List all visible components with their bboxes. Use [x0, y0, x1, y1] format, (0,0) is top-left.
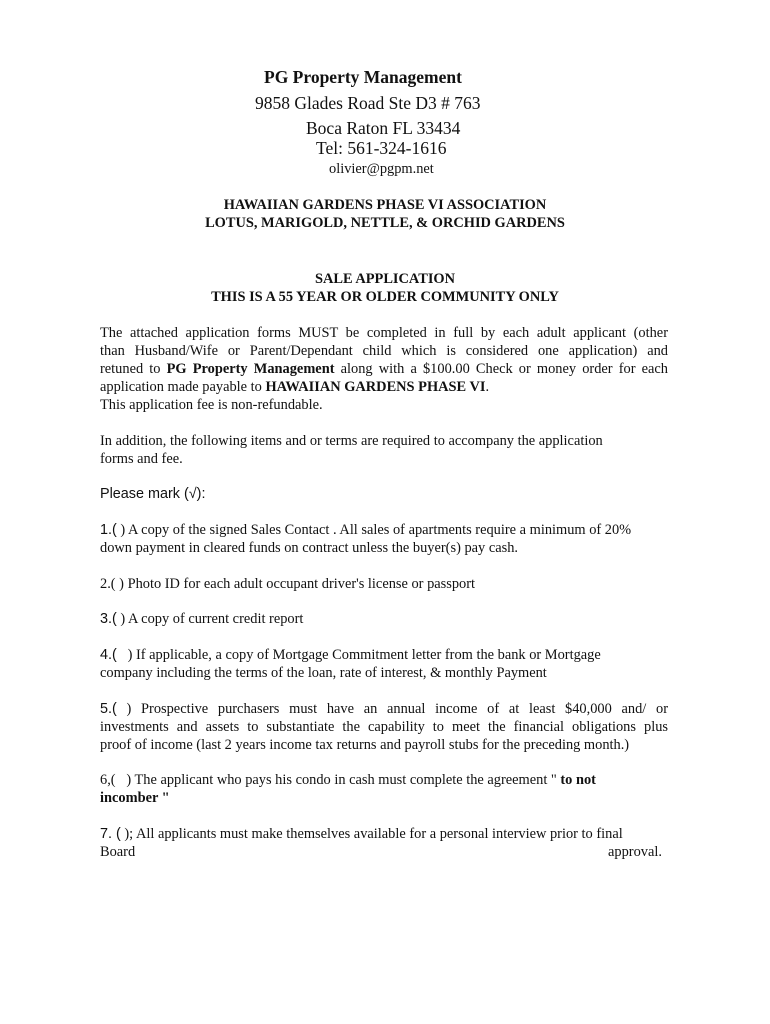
company-address-line2: Boca Raton FL 33434: [306, 118, 461, 138]
association-gardens: LOTUS, MARIGOLD, NETTLE, & ORCHID GARDENS: [205, 215, 565, 231]
intro-line-2: than Husband/Wife or Parent/Dependant child which is considered one application) and: [100, 343, 668, 359]
item-3-line-1: 3.( ) A copy of current credit report: [100, 611, 304, 627]
item-7-line-2-end: approval.: [608, 844, 662, 860]
item-5-line-3: proof of income (last 2 years income tax returns and payroll stubs for the preceding month.): [100, 737, 630, 753]
company-name: PG Property Management: [264, 67, 462, 87]
company-email: olivier@pgpm.net: [329, 161, 434, 177]
item-1-checkbox[interactable]: 1.(: [100, 522, 117, 538]
item-3-checkbox[interactable]: 3.(: [100, 611, 117, 627]
community-notice: THIS IS A 55 YEAR OR OLDER COMMUNITY ONLY: [211, 289, 559, 305]
agreement-name: to not: [560, 772, 596, 788]
item-5-line-2: investments and assets to substantiate the capability to meet the financial obligations plus: [100, 719, 668, 735]
company-address-line1: 9858 Glades Road Ste D3 # 763: [255, 93, 481, 113]
please-mark-label: Please mark (√):: [100, 486, 206, 502]
intro-line-3: retuned to PG Property Management along with a $100.00 Check or money order for each: [100, 361, 668, 377]
item-5-line-1: 5.( ) Prospective purchasers must have an annual income of at least $40,000 and/ or: [100, 701, 668, 717]
addition-line-2: forms and fee.: [100, 451, 183, 467]
payee-name: HAWAIIAN GARDENS PHASE VI: [265, 379, 486, 395]
document-title: SALE APPLICATION: [314, 271, 456, 287]
item-4-line-1: 4.( ) If applicable, a copy of Mortgage Commitment letter from the bank or Mortgage: [100, 647, 601, 663]
association-name: HAWAIIAN GARDENS PHASE VI ASSOCIATION: [223, 197, 547, 213]
item-1-line-2: down payment in cleared funds on contract unless the buyer(s) pay cash.: [100, 540, 518, 556]
item-1-line-1: 1.( ) A copy of the signed Sales Contact . All sales of apartments require a minimum of 20%: [100, 522, 632, 538]
item-6-line-2: incomber ": [100, 790, 170, 806]
item-4-checkbox[interactable]: 4.(: [100, 647, 117, 663]
item-2-line-1[interactable]: 2.( ) Photo ID for each adult occupant driver's license or passport: [100, 576, 476, 592]
item-7-line-2-start: Board: [100, 844, 136, 860]
intro-line-4: application made payable to HAWAIIAN GARDENS PHASE VI.: [100, 379, 490, 395]
fee-notice: This application fee is non-refundable.: [100, 397, 323, 413]
item-6-line-1[interactable]: 6,( ) The applicant who pays his condo in cash must complete the agreement " to not: [100, 772, 596, 788]
company-name-inline: PG Property Management: [166, 361, 335, 377]
item-7-checkbox[interactable]: 7. (: [100, 826, 121, 842]
addition-line-1: In addition, the following items and or terms are required to accompany the application: [100, 433, 603, 449]
item-5-checkbox[interactable]: 5.(: [100, 701, 117, 717]
company-phone: Tel: 561-324-1616: [316, 138, 447, 158]
item-4-line-2: company including the terms of the loan, rate of interest, & monthly Payment: [100, 665, 547, 681]
intro-line-1: The attached application forms MUST be completed in full by each adult applicant (other: [100, 325, 668, 341]
item-7-line-1: 7. ( ); All applicants must make themselves available for a personal interview prior to final: [100, 826, 623, 842]
